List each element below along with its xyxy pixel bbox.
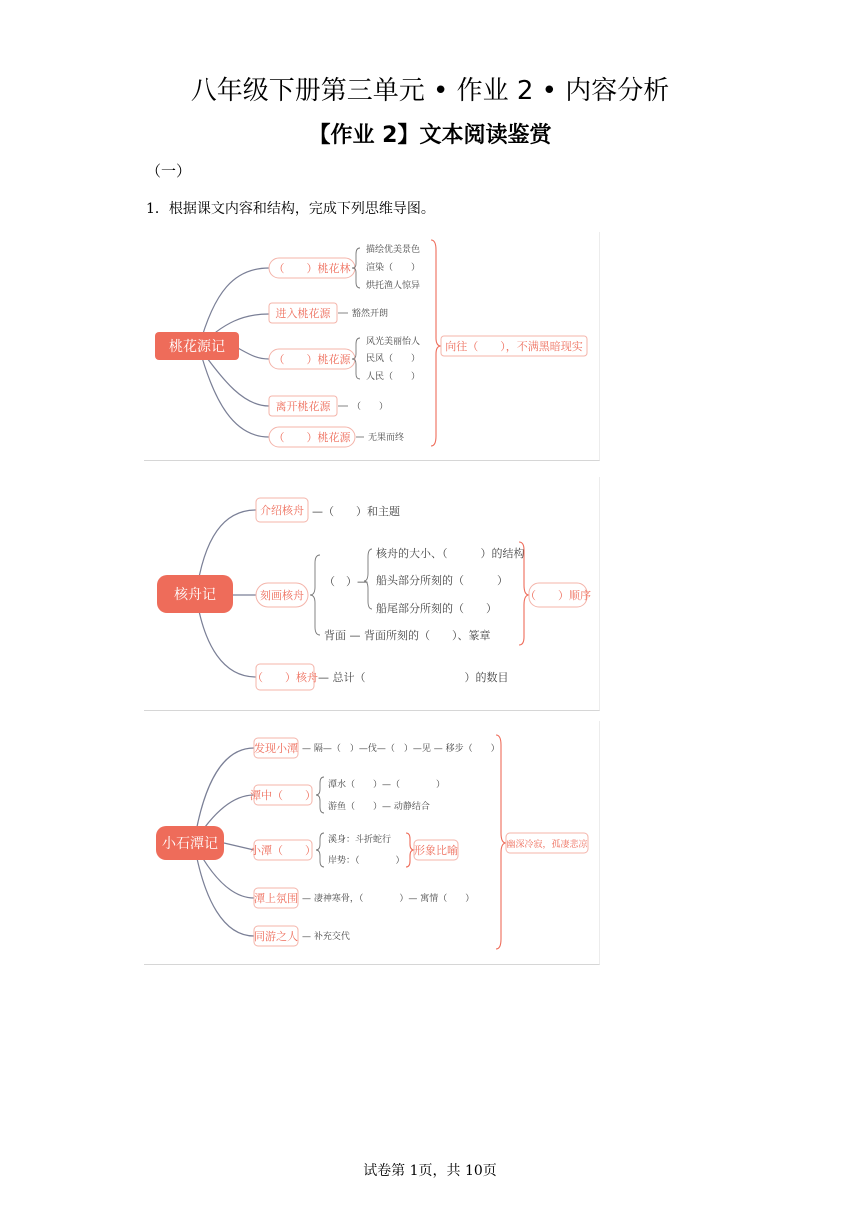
- map1-node-3-leaf: 人民（ ）: [366, 372, 421, 382]
- map1-node-2: 进入桃花源: [275, 307, 331, 320]
- question-text: 1．根据课文内容和结构，完成下列思维导图。: [146, 201, 435, 217]
- map3-node-4: 潭上氛围: [254, 892, 298, 905]
- page-footer: 试卷第 1页，共 10页: [363, 1163, 497, 1179]
- map3-node-1-leaf: — 隔—（ ）—伐—（ ）—见 — 移步（ ）: [302, 744, 500, 754]
- mindmap-xiaoshitanji: [144, 721, 600, 965]
- map2-node-1: 介绍核舟: [260, 504, 304, 517]
- map1-node-1-leaf: 渲染（ ）: [366, 263, 421, 273]
- map2-node-2-leaf: 船头部分所刻的（ ）: [376, 574, 508, 587]
- map3-summary: 幽深冷寂，孤凄悲凉: [506, 840, 588, 850]
- map1-node-4-leaf: （ ）: [352, 402, 389, 412]
- map2-node-2-back: 背面 — 背面所刻的（ ）、篆章: [324, 629, 491, 642]
- map2-node-3: （ ）核舟: [252, 671, 318, 684]
- map2-node-2-leaf: 核舟的大小、（ ）的结构: [376, 547, 525, 560]
- page-title: 八年级下册第三单元 • 作业 2 • 内容分析: [190, 76, 670, 106]
- map1-node-3: （ ）桃花源: [273, 353, 351, 366]
- map3-node-1: 发现小潭: [254, 742, 298, 755]
- map1-node-1-leaf: 描绘优美景色: [366, 245, 421, 255]
- map1-node-3-leaf: 民风（ ）: [366, 354, 421, 364]
- map3-node-3-tag: 形象比喻: [414, 844, 458, 857]
- assignment-subtitle: 【作业 2】文本阅读鉴赏: [308, 123, 552, 148]
- map3-node-3-leaf: 岸势：（ ）: [328, 856, 405, 866]
- mindmap-taohuayuanji: [144, 232, 600, 461]
- map1-node-4: 离开桃花源: [275, 400, 331, 413]
- map1-node-2-leaf: 豁然开朗: [352, 309, 389, 319]
- map1-node-5-leaf: 无果而终: [368, 433, 405, 443]
- map1-node-3-leaf: 风光美丽怡人: [366, 337, 421, 347]
- map2-node-2-sub: （ ）—: [324, 575, 368, 588]
- map3-node-2: 潭中（ ）: [250, 789, 316, 802]
- map2-node-2-leaf: 船尾部分所刻的（ ）: [376, 602, 497, 615]
- map1-node-5: （ ）桃花源: [273, 431, 351, 444]
- map3-node-3-leaf: 溪身：斗折蛇行: [328, 835, 392, 845]
- map3-root: 小石潭记: [162, 836, 218, 852]
- map2-summary: （ ）顺序: [525, 589, 591, 602]
- map3-node-2-leaf: 潭水（ ）—（ ）: [328, 780, 446, 790]
- map2-root: 核舟记: [174, 587, 216, 603]
- map1-node-1: （ ）桃花林: [273, 262, 351, 275]
- map1-summary: 向往（ ），不满黑暗现实: [445, 340, 583, 353]
- map3-node-5-leaf: — 补充交代: [302, 932, 350, 942]
- map3-node-2-leaf: 游鱼（ ）— 动静结合: [328, 802, 430, 812]
- map3-node-5: 同游之人: [254, 930, 298, 943]
- map2-node-1-leaf: —（ ）和主题: [312, 505, 400, 518]
- section-label: （一）: [146, 162, 192, 180]
- mindmap-hezhouji: [144, 477, 600, 711]
- map1-root: 桃花源记: [169, 339, 225, 355]
- map2-node-2: 刻画核舟: [260, 589, 304, 602]
- map3-node-3: 小潭（ ）: [250, 844, 316, 857]
- map1-node-1-leaf: 烘托渔人惊异: [366, 281, 421, 291]
- map2-node-3-leaf: — 总计（ ）的数目: [318, 671, 509, 684]
- map3-node-4-leaf: — 凄神寒骨，（ ）— 寓情（ ）: [302, 894, 475, 904]
